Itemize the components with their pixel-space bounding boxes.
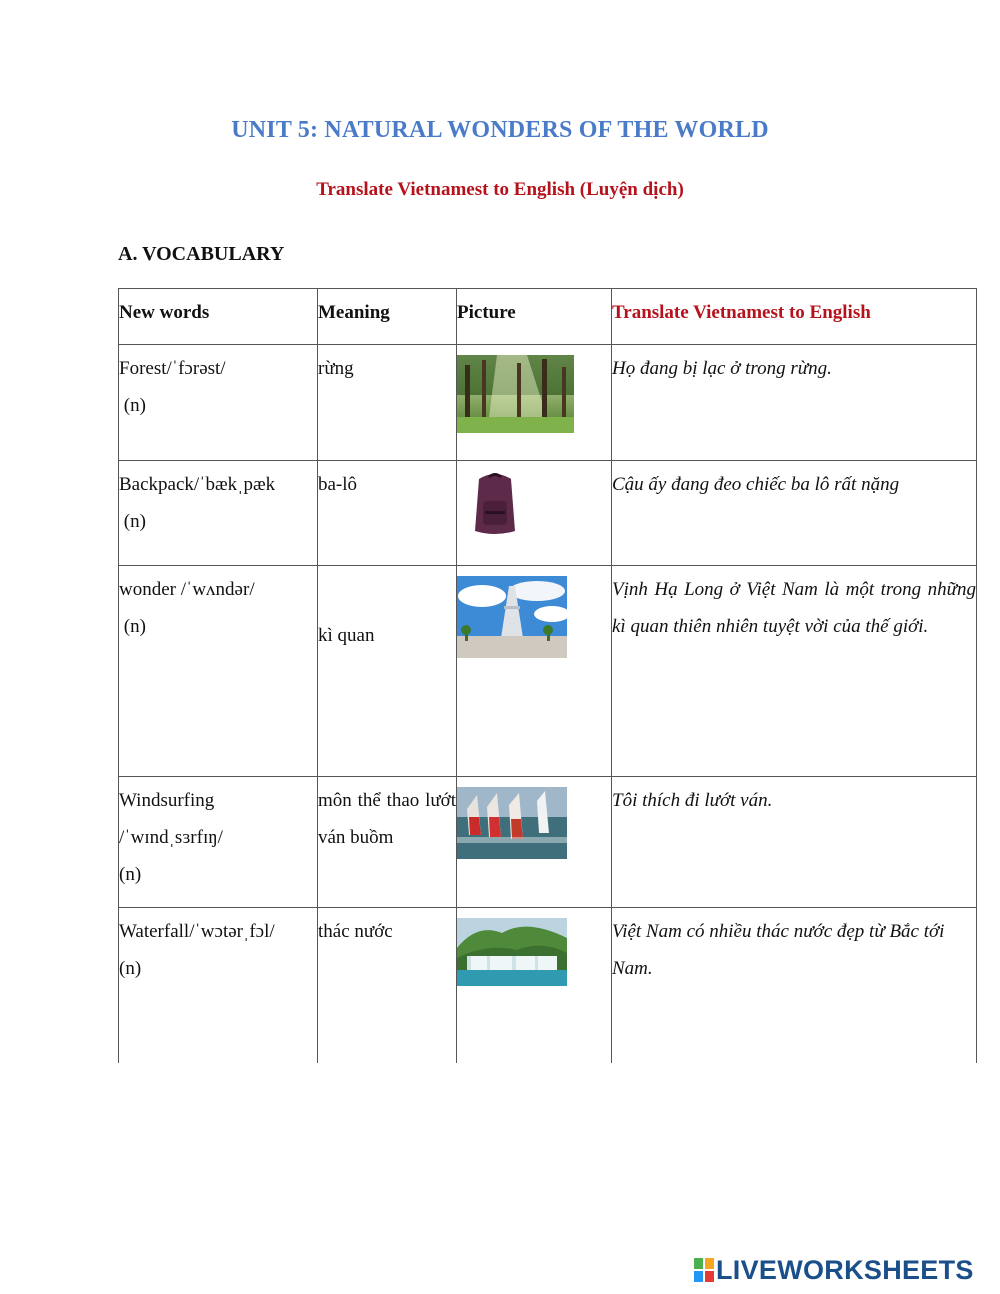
- page-subtitle: Translate Vietnamest to English (Luyện dịch): [316, 179, 684, 200]
- meaning-text: rừng: [318, 358, 354, 379]
- word-text: wonder /ˈwʌndər/: [119, 579, 255, 600]
- sentence-cell: [612, 908, 977, 1063]
- meaning-text: thác nước: [318, 921, 393, 942]
- word-cell: [119, 566, 318, 777]
- windsurfing-photo: [457, 787, 567, 859]
- header-translate: Translate Vietnamest to English: [612, 289, 977, 345]
- table-row: [119, 461, 977, 566]
- meaning-cell: [318, 777, 457, 908]
- word-type: (n): [119, 616, 146, 637]
- wonder-photo: [457, 576, 567, 658]
- meaning-text: kì quan: [318, 625, 375, 646]
- word-type: (n): [119, 395, 146, 416]
- sentence-cell: [612, 345, 977, 461]
- sentence-text: Cậu ấy đang đeo chiếc ba lô rất nặng: [612, 474, 900, 495]
- word-type: (n): [119, 958, 142, 979]
- word-cell: [119, 777, 318, 908]
- table-row: [119, 566, 977, 777]
- sentence-text: Việt Nam có nhiều thác nước đẹp từ Bắc tới Nam.: [612, 921, 945, 979]
- page-title: UNIT 5: NATURAL WONDERS OF THE WORLD: [231, 117, 769, 143]
- word-type: (n): [119, 864, 142, 885]
- picture-cell: [457, 461, 612, 566]
- forest-photo: [457, 355, 574, 433]
- picture-cell: [457, 777, 612, 908]
- logo-text: LIVEWORKSHEETS: [716, 1254, 974, 1285]
- meaning-cell: [318, 908, 457, 1063]
- sentence-text: Tôi thích đi lướt ván.: [612, 790, 773, 811]
- header-new-words: New words: [119, 289, 318, 345]
- meaning-cell: [318, 461, 457, 566]
- sentence-text: Vịnh Hạ Long ở Việt Nam là một trong những kì quan thiên nhiên tuyệt vời của thế giới.: [612, 579, 976, 637]
- waterfall-photo: [457, 918, 567, 986]
- table-row: [119, 908, 977, 1063]
- word-cell: [119, 461, 318, 566]
- picture-cell: [457, 345, 612, 461]
- table-row: [119, 777, 977, 908]
- table-row: [119, 345, 977, 461]
- meaning-text: ba-lô: [318, 474, 358, 495]
- word-type: (n): [119, 511, 146, 532]
- vocabulary-table: [118, 288, 977, 1063]
- sentence-cell: [612, 461, 977, 566]
- word-text: Forest/ˈfɔrəst/: [119, 358, 226, 379]
- picture-cell: [457, 566, 612, 777]
- header-meaning: Meaning: [318, 289, 457, 345]
- word-cell: [119, 908, 318, 1063]
- picture-cell: [457, 908, 612, 1063]
- liveworksheets-logo: [694, 1253, 974, 1287]
- backpack-photo: [465, 471, 525, 537]
- meaning-text: môn thể thao lướt ván buồm: [318, 790, 456, 848]
- sentence-text: Họ đang bị lạc ở trong rừng.: [612, 358, 832, 379]
- section-heading: A. VOCABULARY: [118, 243, 285, 265]
- header-picture: Picture: [457, 289, 612, 345]
- word-pronunciation: /ˈwɪndˌsɜrfɪŋ/: [119, 827, 223, 848]
- word-text: Waterfall/ˈwɔtərˌfɔl/: [119, 921, 275, 942]
- liveworksheets-logo-icon: [694, 1258, 714, 1282]
- meaning-cell: [318, 566, 457, 777]
- sentence-cell: [612, 777, 977, 908]
- sentence-cell: [612, 566, 977, 777]
- word-text: Windsurfing: [119, 790, 215, 811]
- word-text: Backpack/ˈbækˌpæk: [119, 474, 276, 495]
- meaning-cell: [318, 345, 457, 461]
- table-header-row: [119, 289, 977, 345]
- word-cell: [119, 345, 318, 461]
